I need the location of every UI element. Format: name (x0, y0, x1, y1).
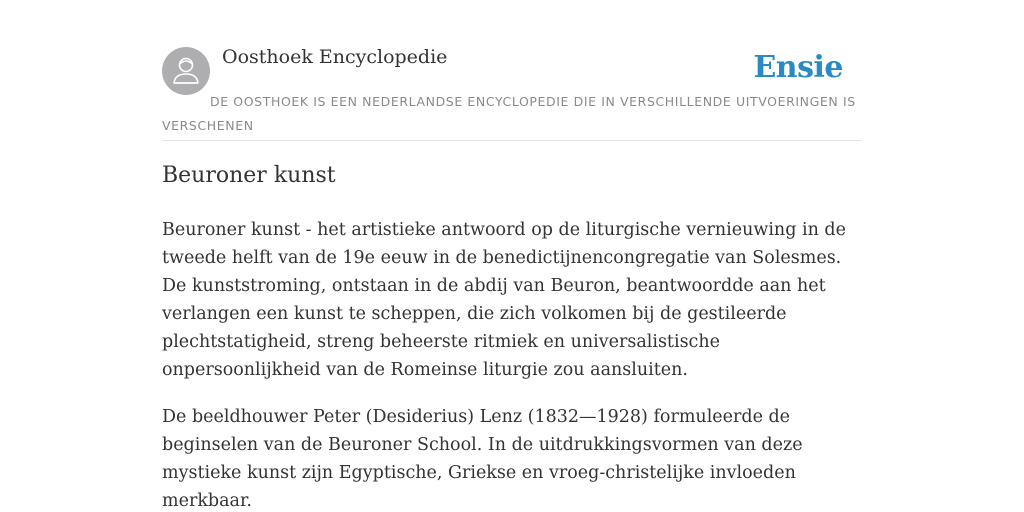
article-body (162, 216, 864, 512)
source-name[interactable]: Oosthoek Encyclopedie (222, 46, 448, 68)
brand-logo[interactable]: Ensie (753, 50, 843, 85)
article-paragraph: De beeldhouwer Peter (Desiderius) Lenz (1832—1928) formuleerde de beginselen van de Beuroner School. In de uitdrukkingsvormen van deze mystieke kunst zijn Egyptische, Griekse en vroeg-christelijke invloeden merkbaar. (162, 407, 803, 511)
article-paragraph: Beuroner kunst - het artistieke antwoord op de liturgische vernieuwing in de tweede helft van de 19e eeuw in de benedictijnencongregatie van Solesmes. De kunststroming, ontstaan in de abdij van Beuron, beantwoordde aan het verlangen een kunst te scheppen, die zich volkomen bij de gestileerde plechtstatigheid, streng beheerste ritmiek en universalistische onpersoonlijkheid van de Romeinse liturgie zou aansluiten. (162, 220, 846, 380)
source-tagline: DE OOSTHOEK IS EEN NEDERLANDSE ENCYCLOPEDIE DIE IN VERSCHILLENDE UITVOERINGEN IS VERSCHENEN (162, 94, 856, 133)
avatar[interactable] (162, 47, 210, 95)
source-header (162, 44, 862, 141)
user-icon (162, 47, 210, 95)
article-title: Beuroner kunst (162, 163, 336, 188)
